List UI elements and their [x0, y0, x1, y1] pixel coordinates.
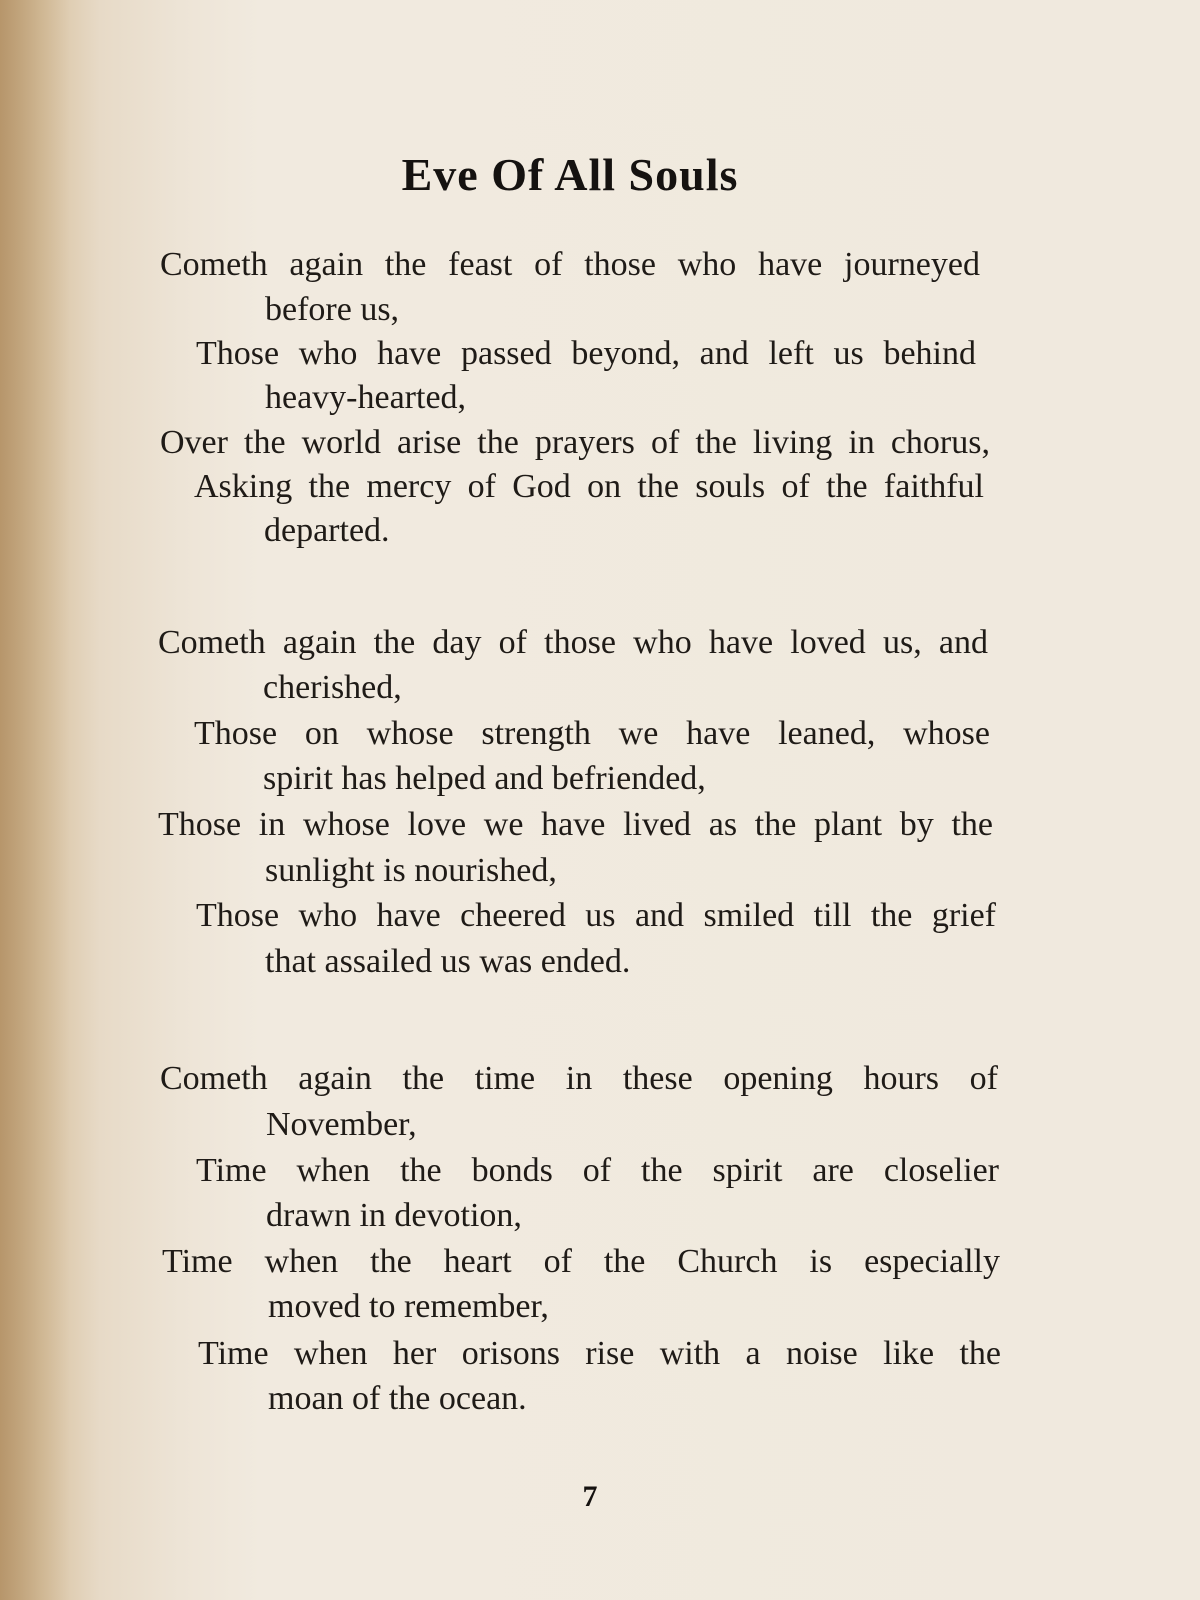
poem-line: cherished,	[263, 669, 402, 706]
poem-title: Eve Of All Souls	[401, 149, 739, 200]
poem-line: Time when her orisons rise with a noise like the	[198, 1335, 1001, 1372]
poem-line: moved to remember,	[268, 1288, 549, 1325]
poem-line: Those who have passed beyond, and left us behind	[196, 335, 976, 372]
poem-line: Cometh again the time in these opening hours of	[160, 1060, 998, 1097]
poem-line: before us,	[265, 291, 400, 328]
poem-line: Cometh again the day of those who have loved us, and	[158, 624, 988, 661]
poem-line: spirit has helped and befriended,	[263, 760, 706, 797]
poem-line: Cometh again the feast of those who have journeyed	[160, 246, 980, 283]
poem-line: Asking the mercy of God on the souls of the faithful	[194, 468, 984, 505]
poem-line: departed.	[264, 512, 390, 549]
poem-line: Time when the heart of the Church is especially	[162, 1243, 1000, 1280]
poem-line: moan of the ocean.	[268, 1380, 527, 1417]
poem-line: Those on whose strength we have leaned, whose	[194, 715, 990, 752]
poem-line: November,	[266, 1106, 417, 1143]
page-gutter-shadow	[0, 0, 70, 1600]
poem-line: Those in whose love we have lived as the plant by the	[158, 806, 993, 843]
poem-line: heavy-hearted,	[265, 379, 467, 416]
poem-line: drawn in devotion,	[266, 1197, 522, 1234]
poem-line: sunlight is nourished,	[265, 852, 557, 889]
poem-line: Over the world arise the prayers of the living in chorus,	[160, 424, 990, 461]
page-number: 7	[582, 1480, 598, 1513]
poem-line: that assailed us was ended.	[265, 943, 631, 980]
poem-line: Those who have cheered us and smiled till the grief	[196, 897, 996, 934]
poem-line: Time when the bonds of the spirit are closelier	[196, 1152, 999, 1189]
